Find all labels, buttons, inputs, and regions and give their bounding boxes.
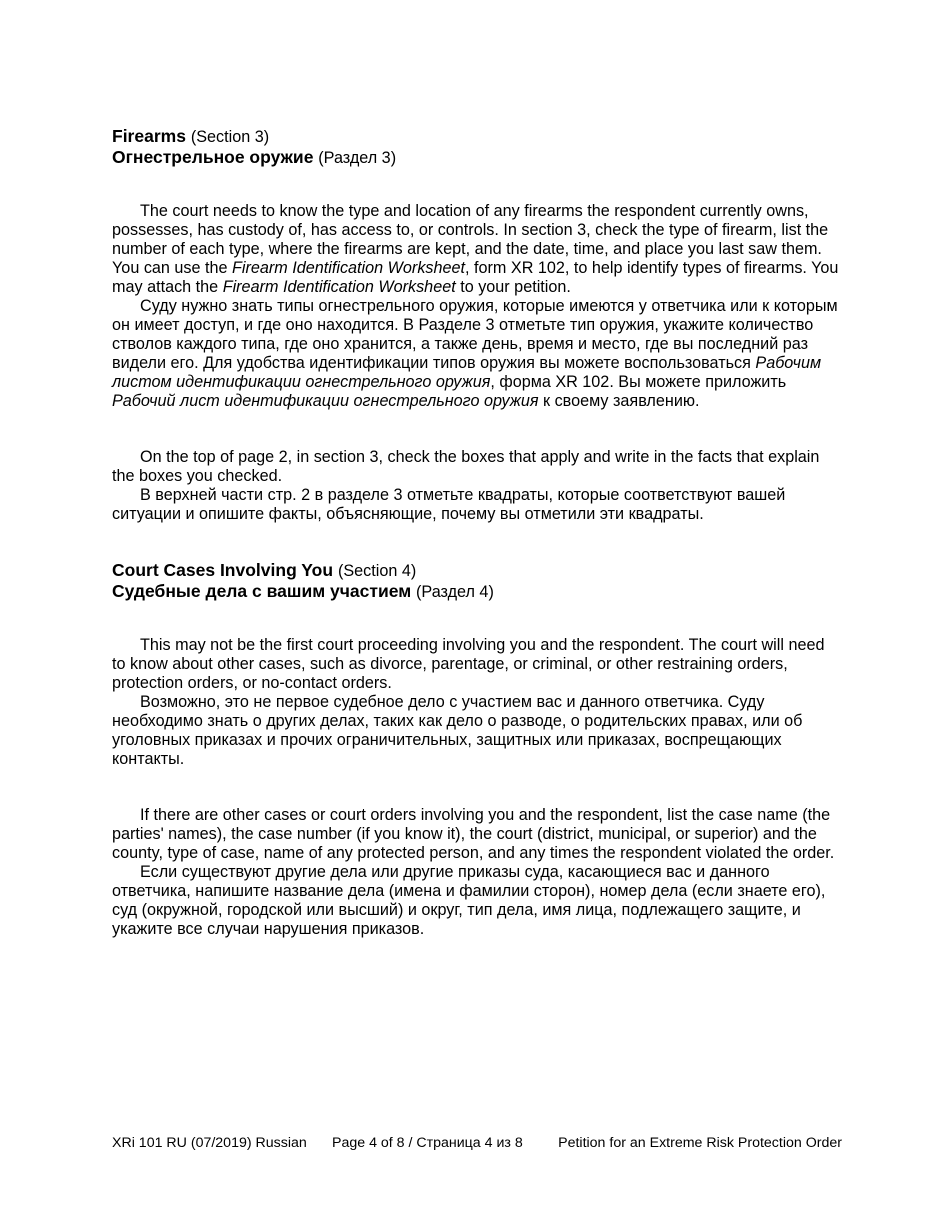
footer-page-number: Page 4 of 8 / Страница 4 из 8: [332, 1135, 523, 1151]
footer-form-title: Petition for an Extreme Risk Protection Order: [558, 1135, 842, 1151]
firearms-section-ru: (Раздел 3): [318, 149, 397, 167]
court-cases-section-en: (Section 4): [337, 562, 417, 580]
firearms-section-en: (Section 3): [190, 128, 270, 146]
court-cases-section-ru: (Раздел 4): [416, 583, 494, 601]
court-cases-title-ru: Судебные дела с вашим участием: [112, 581, 412, 601]
firearms-title-en: Firearms: [112, 126, 186, 146]
firearms-paragraph-2-en: On the top of page 2, in section 3, check the boxes that apply and write in the facts that explain the boxes you checked.: [112, 448, 820, 485]
court-cases-paragraph-1-ru: Возможно, это не первое судебное дело с участием вас и данного ответчика. Суду необходимо знать о других делах, таких как дело о разводе, о родительских правах, или об уголовных приказах и прочих ограничительных, защитных или приказах, воспрещающих контакты.: [112, 693, 803, 768]
court-cases-title-en: Court Cases Involving You: [112, 560, 334, 580]
footer-form-id: XRi 101 RU (07/2019) Russian: [112, 1135, 307, 1151]
firearms-heading: [112, 126, 842, 168]
firearms-title-ru: Огнестрельное оружие: [112, 147, 314, 167]
firearms-paragraph-1-ru: Суду нужно знать типы огнестрельного оружия, которые имеются у ответчика или к которым он имеет доступ, и где оно находится. В Разделе 3 отметьте тип оружия, укажите количество стволов каждого типа, где оно хранится, а также день, время и место, где вы последний раз видели его. Для удобства идентификации типов оружия вы можете воспользоваться Рабочим листом идентификации огнестрельного оружия, форма XR 102. Вы можете приложить Рабочий лист идентификации огнестрельного оружия к своему заявлению.: [112, 297, 838, 410]
court-cases-paragraph-2-ru: Если существуют другие дела или другие приказы суда, касающиеся вас и данного ответчика, напишите название дела (имена и фамилии сторон), номер дела (если знаете его), суд (окружной, городской или высший) и округ, тип дела, имя лица, подлежащего защите, и укажите все случаи нарушения приказов.: [112, 863, 826, 938]
firearms-paragraph-2-ru: В верхней части стр. 2 в разделе 3 отметьте квадраты, которые соответствуют вашей ситуации и опишите факты, объясняющие, почему вы отметили эти квадраты.: [112, 486, 786, 523]
firearms-paragraph-1-en: The court needs to know the type and location of any firearms the respondent currently owns, possesses, has custody of, has access to, or controls. In section 3, check the type of firearm, list the number of each type, where the firearms are kept, and the date, time, and place you last saw them. You can use the Firearm Identification Worksheet, form XR 102, to help identify types of firearms. You may attach the Firearm Identification Worksheet to your petition.: [112, 202, 839, 296]
court-cases-heading: [112, 560, 842, 602]
court-cases-paragraph-1-en: This may not be the first court proceeding involving you and the respondent. The court will need to know about other cases, such as divorce, parentage, or criminal, or other restraining orders, protection orders, or no-contact orders.: [112, 636, 825, 692]
page-content: [112, 126, 842, 939]
court-cases-paragraph-2-en: If there are other cases or court orders involving you and the respondent, list the case name (the parties' names), the case number (if you know it), the court (district, municipal, or superior) and the county, type of case, name of any protected person, and any times the respondent violated the order.: [112, 806, 835, 862]
